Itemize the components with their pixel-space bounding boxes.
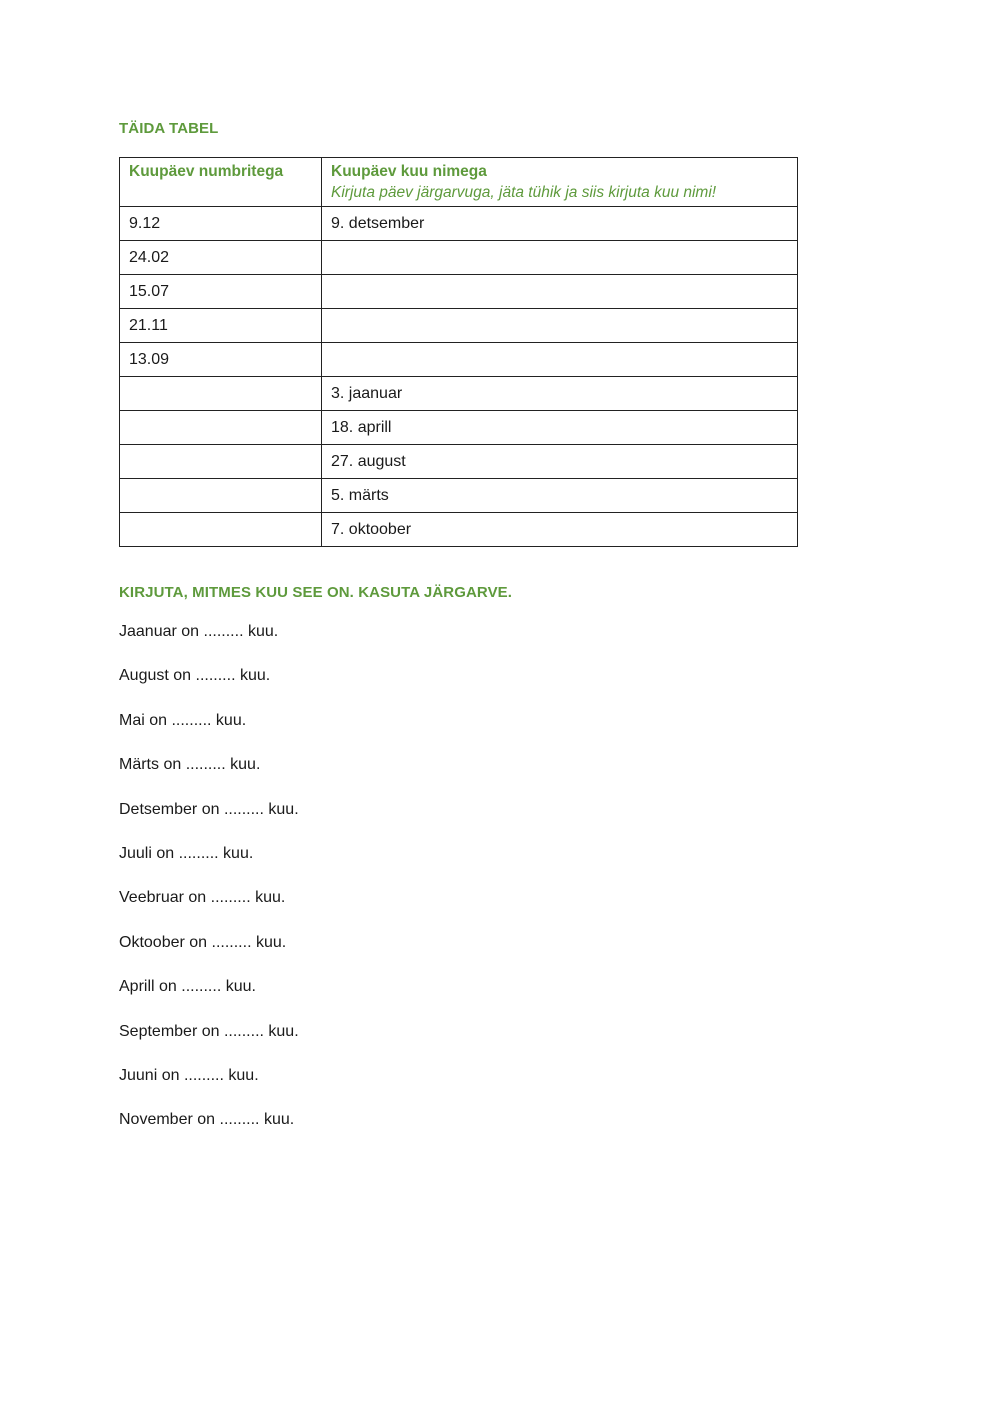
- numeric-date-cell[interactable]: 15.07: [120, 275, 322, 309]
- table-row: [120, 343, 798, 377]
- dates-table: [119, 157, 798, 547]
- month-order-list: [119, 620, 299, 1153]
- table-row: [120, 241, 798, 275]
- numeric-date-cell[interactable]: [120, 445, 322, 479]
- numeric-date-cell[interactable]: 13.09: [120, 343, 322, 377]
- table-row: [120, 309, 798, 343]
- named-date-cell[interactable]: 7. oktoober: [322, 513, 798, 547]
- numeric-date-cell[interactable]: [120, 513, 322, 547]
- list-item[interactable]: Juuni on ......... kuu.: [119, 1066, 259, 1084]
- list-item[interactable]: September on ......... kuu.: [119, 1022, 299, 1040]
- table-row: [120, 513, 798, 547]
- table-header-row: [120, 158, 798, 207]
- list-item[interactable]: Jaanuar on ......... kuu.: [119, 623, 279, 640]
- numeric-date-cell[interactable]: [120, 479, 322, 513]
- list-item[interactable]: Juuli on ......... kuu.: [119, 844, 254, 862]
- numeric-date-cell[interactable]: [120, 377, 322, 411]
- header-numeric-title: Kuupäev numbritega: [129, 163, 284, 180]
- named-date-cell[interactable]: 5. märts: [322, 479, 798, 513]
- header-named-title: Kuupäev kuu nimega: [331, 163, 487, 180]
- named-date-cell[interactable]: [322, 309, 798, 343]
- section-heading-month-order: KIRJUTA, MITMES KUU SEE ON. KASUTA JÄRGARVE.: [119, 584, 513, 601]
- section-heading-fill-table: TÄIDA TABEL: [119, 120, 219, 137]
- numeric-date-cell[interactable]: [120, 411, 322, 445]
- list-item[interactable]: Märts on ......... kuu.: [119, 756, 261, 774]
- named-date-cell[interactable]: [322, 275, 798, 309]
- table-row: [120, 445, 798, 479]
- list-item[interactable]: November on ......... kuu.: [119, 1111, 295, 1129]
- list-item[interactable]: Aprill on ......... kuu.: [119, 978, 256, 996]
- header-named-date: [322, 158, 798, 207]
- header-named-instruction: Kirjuta päev järgarvuga, jäta tühik ja siis kirjuta kuu nimi!: [331, 184, 717, 201]
- named-date-cell[interactable]: [322, 343, 798, 377]
- table-row: [120, 275, 798, 309]
- named-date-cell[interactable]: 3. jaanuar: [322, 377, 798, 411]
- table-row: [120, 479, 798, 513]
- named-date-cell[interactable]: 27. august: [322, 445, 798, 479]
- list-item[interactable]: Detsember on ......... kuu.: [119, 800, 299, 818]
- named-date-cell[interactable]: 18. aprill: [322, 411, 798, 445]
- list-item[interactable]: Oktoober on ......... kuu.: [119, 933, 287, 951]
- header-numeric-date: [120, 158, 322, 207]
- named-date-cell[interactable]: [322, 241, 798, 275]
- list-item[interactable]: Veebruar on ......... kuu.: [119, 889, 286, 907]
- numeric-date-cell[interactable]: 21.11: [120, 309, 322, 343]
- table-row: [120, 207, 798, 241]
- numeric-date-cell[interactable]: 9.12: [120, 207, 322, 241]
- list-item[interactable]: August on ......... kuu.: [119, 667, 271, 685]
- table-row: [120, 411, 798, 445]
- named-date-cell[interactable]: 9. detsember: [322, 207, 798, 241]
- numeric-date-cell[interactable]: 24.02: [120, 241, 322, 275]
- table-row: [120, 377, 798, 411]
- list-item[interactable]: Mai on ......... kuu.: [119, 711, 247, 729]
